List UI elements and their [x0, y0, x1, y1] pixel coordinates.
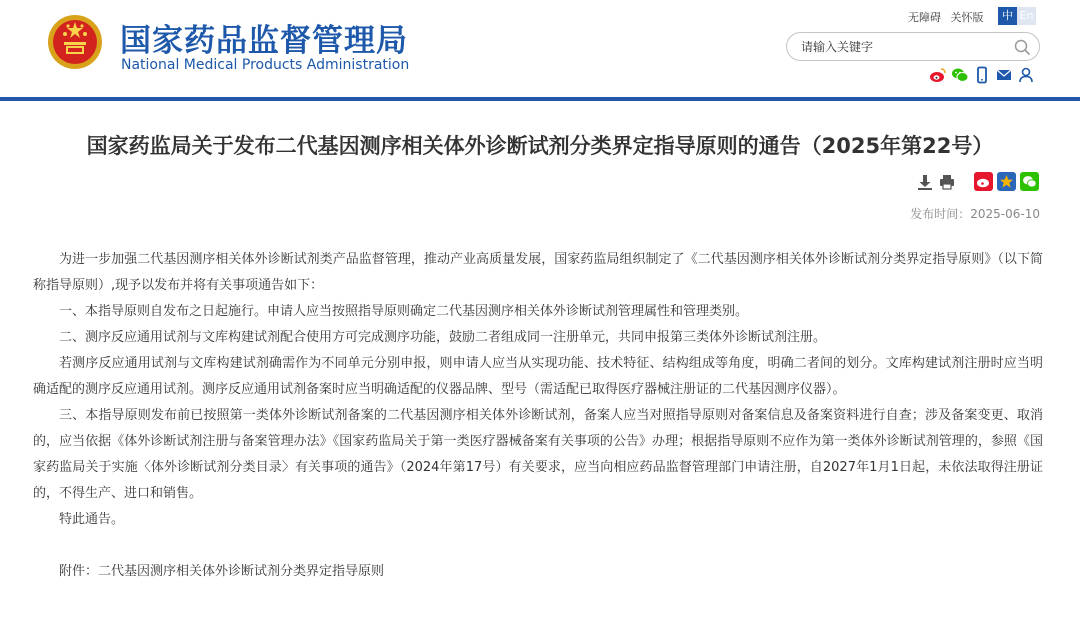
header-divider [0, 97, 1080, 101]
article-body [33, 247, 1043, 585]
print-icon[interactable] [938, 173, 956, 191]
share-wechat-button[interactable] [1020, 172, 1039, 191]
accessibility-link[interactable]: 无障碍 [908, 11, 941, 24]
lang-en-button[interactable]: En [1017, 7, 1036, 25]
mobile-icon[interactable] [973, 66, 991, 84]
download-icon[interactable] [916, 173, 934, 191]
article-paragraph: 二、测序反应通用试剂与文库构建试剂配合使用方可完成测序功能，鼓励二者组成同一注册单元，共同申报第三类体外诊断试剂注册。 [59, 330, 827, 345]
weibo-icon[interactable] [929, 66, 947, 84]
site-header [0, 0, 1080, 100]
attachment-link[interactable]: 附件：二代基因测序相关体外诊断试剂分类界定指导原则 [59, 564, 385, 579]
star-icon [999, 174, 1014, 189]
user-icon[interactable] [1017, 66, 1035, 84]
wechat-icon[interactable] [951, 66, 969, 84]
article-paragraph: 若测序反应通用试剂与文库构建试剂确需作为不同单元分别申报，则申请人应当从实现功能、技术特征、结构组成等角度，明确二者间的划分。文库构建试剂注册时应当明确适配的测序反应通用试剂。测序反应通用试剂备案时应当明确适配的仪器品牌、型号（需适配已取得医疗器械注册证的二代基因测序仪器）。 [33, 356, 1043, 397]
site-title-en[interactable]: National Medical Products Administration [121, 57, 410, 73]
publish-date: 2025-06-10 [970, 207, 1040, 221]
search-icon[interactable] [1014, 39, 1031, 56]
article-paragraph: 一、本指导原则自发布之日起施行。申请人应当按照指导原则确定二代基因测序相关体外诊断试剂管理属性和管理类别。 [59, 304, 749, 319]
weibo-icon [976, 174, 991, 189]
care-mode-link[interactable]: 关怀版 [950, 11, 984, 24]
mail-icon[interactable] [995, 66, 1013, 84]
article-toolbar [916, 172, 1039, 191]
article-title: 国家药监局关于发布二代基因测序相关体外诊断试剂分类界定指导原则的通告（2025年第22号） [86, 134, 994, 158]
article-paragraph: 为进一步加强二代基因测序相关体外诊断试剂类产品监督管理，推动产业高质量发展，国家药监局组织制定了《二代基因测序相关体外诊断试剂分类界定指导原则》（以下简称指导原则）,现予以发布并将有关事项通告如下： [33, 252, 1043, 293]
favorite-button[interactable] [997, 172, 1016, 191]
publish-label: 发布时间： [910, 207, 971, 221]
site-title-cn[interactable]: 国家药品监督管理局 [120, 23, 408, 59]
share-weibo-button[interactable] [974, 172, 993, 191]
top-links [908, 9, 990, 25]
search-box [786, 32, 1040, 61]
article-paragraph: 特此通告。 [59, 512, 125, 527]
language-switch [998, 7, 1036, 25]
national-emblem-icon [46, 12, 104, 74]
wechat-icon [1022, 174, 1037, 189]
article-paragraph: 三、本指导原则发布前已按照第一类体外诊断试剂备案的二代基因测序相关体外诊断试剂，备案人应当对照指导原则对备案信息及备案资料进行自查；涉及备案变更、取消的，应当依据《体外诊断试剂注册与备案管理办法》《国家药监局关于第一类医疗器械备案有关事项的公告》办理；根据指导原则不应作为第一类体外诊断试剂管理的，参照《国家药监局关于实施〈体外诊断试剂分类目录〉有关事项的通告》（2024年第17号）有关要求，应当向相应药品监督管理部门申请注册，自2027年1月1日起，未依法取得注册证的，不得生产、进口和销售。 [33, 408, 1043, 501]
lang-zh-button[interactable]: 中 [998, 7, 1017, 25]
search-input[interactable] [801, 37, 1001, 57]
social-links [929, 66, 1035, 84]
publish-time [910, 205, 1040, 222]
